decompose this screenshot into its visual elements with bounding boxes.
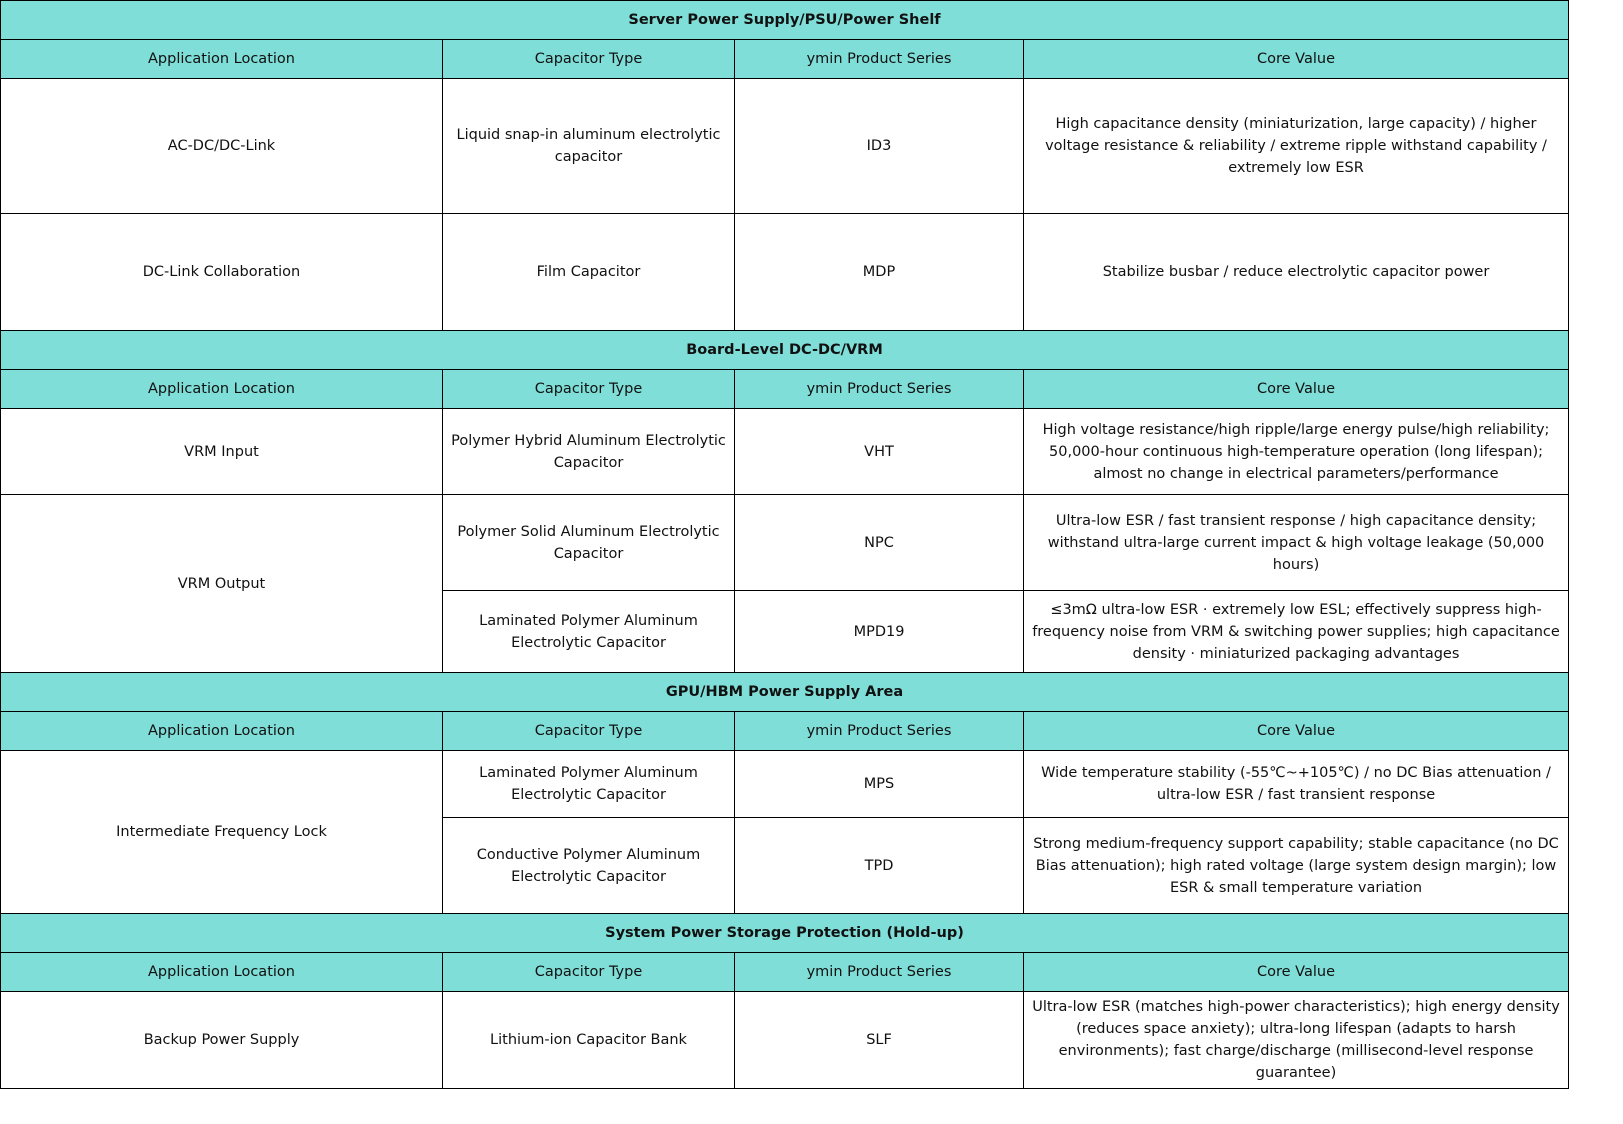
section-header-row xyxy=(1,331,1569,370)
column-header-core-value: Core Value xyxy=(1024,370,1569,409)
core-value-cell: High capacitance density (miniaturization, large capacity) / higher voltage resistance & reliability / extreme ripple withstand capability / extremely low ESR xyxy=(1024,79,1569,214)
core-value-cell: Stabilize busbar / reduce electrolytic capacitor power xyxy=(1024,214,1569,331)
column-header-capacitor-type: Capacitor Type xyxy=(443,953,735,992)
column-header-row xyxy=(1,40,1569,79)
product-series-cell: MPD19 xyxy=(735,591,1024,673)
capacitor-type-cell: Laminated Polymer Aluminum Electrolytic Capacitor xyxy=(443,591,735,673)
capacitor-type-cell: Liquid snap-in aluminum electrolytic capacitor xyxy=(443,79,735,214)
column-header-application-location: Application Location xyxy=(1,712,443,751)
column-header-core-value: Core Value xyxy=(1024,712,1569,751)
core-value-cell: Ultra-low ESR / fast transient response / high capacitance density; withstand ultra-large current impact & high voltage leakage (50,000 hours) xyxy=(1024,495,1569,591)
section-title: GPU/HBM Power Supply Area xyxy=(1,673,1569,712)
column-header-row xyxy=(1,712,1569,751)
column-header-row xyxy=(1,370,1569,409)
application-location-cell: VRM Output xyxy=(1,495,443,673)
column-header-application-location: Application Location xyxy=(1,953,443,992)
column-header-product-series: ymin Product Series xyxy=(735,40,1024,79)
section-title: Board-Level DC-DC/VRM xyxy=(1,331,1569,370)
product-series-cell: ID3 xyxy=(735,79,1024,214)
core-value-cell: Strong medium-frequency support capability; stable capacitance (no DC Bias attenuation); high rated voltage (large system design margin); low ESR & small temperature variation xyxy=(1024,818,1569,914)
product-series-cell: MDP xyxy=(735,214,1024,331)
application-location-cell: DC-Link Collaboration xyxy=(1,214,443,331)
table-row xyxy=(1,495,1569,591)
capacitor-type-cell: Polymer Hybrid Aluminum Electrolytic Capacitor xyxy=(443,409,735,495)
column-header-product-series: ymin Product Series xyxy=(735,712,1024,751)
capacitor-type-cell: Polymer Solid Aluminum Electrolytic Capacitor xyxy=(443,495,735,591)
column-header-capacitor-type: Capacitor Type xyxy=(443,40,735,79)
column-header-product-series: ymin Product Series xyxy=(735,953,1024,992)
section-header-row xyxy=(1,914,1569,953)
column-header-core-value: Core Value xyxy=(1024,40,1569,79)
column-header-application-location: Application Location xyxy=(1,40,443,79)
product-series-cell: NPC xyxy=(735,495,1024,591)
product-series-cell: SLF xyxy=(735,992,1024,1089)
section-title: Server Power Supply/PSU/Power Shelf xyxy=(1,1,1569,40)
application-location-cell: VRM Input xyxy=(1,409,443,495)
capacitor-type-cell: Conductive Polymer Aluminum Electrolytic Capacitor xyxy=(443,818,735,914)
product-series-cell: MPS xyxy=(735,751,1024,818)
core-value-cell: Ultra-low ESR (matches high-power characteristics); high energy density (reduces space anxiety); ultra-long lifespan (adapts to harsh environments); fast charge/discharge (millisecond-level response guarantee) xyxy=(1024,992,1569,1089)
product-series-cell: TPD xyxy=(735,818,1024,914)
application-location-cell: Intermediate Frequency Lock xyxy=(1,751,443,914)
table-row xyxy=(1,79,1569,214)
application-location-cell: AC-DC/DC-Link xyxy=(1,79,443,214)
column-header-row xyxy=(1,953,1569,992)
section-header-row xyxy=(1,673,1569,712)
core-value-cell: Wide temperature stability (-55℃~+105℃) / no DC Bias attenuation / ultra-low ESR / fast transient response xyxy=(1024,751,1569,818)
application-location-cell: Backup Power Supply xyxy=(1,992,443,1089)
capacitor-type-cell: Laminated Polymer Aluminum Electrolytic Capacitor xyxy=(443,751,735,818)
table-row xyxy=(1,992,1569,1089)
capacitor-type-cell: Lithium-ion Capacitor Bank xyxy=(443,992,735,1089)
column-header-capacitor-type: Capacitor Type xyxy=(443,712,735,751)
section-title: System Power Storage Protection (Hold-up) xyxy=(1,914,1569,953)
column-header-core-value: Core Value xyxy=(1024,953,1569,992)
product-series-cell: VHT xyxy=(735,409,1024,495)
section-header-row xyxy=(1,1,1569,40)
column-header-capacitor-type: Capacitor Type xyxy=(443,370,735,409)
table-row xyxy=(1,751,1569,818)
core-value-cell: High voltage resistance/high ripple/large energy pulse/high reliability; 50,000-hour continuous high-temperature operation (long lifespan); almost no change in electrical parameters/performance xyxy=(1024,409,1569,495)
core-value-cell: ≤3mΩ ultra-low ESR · extremely low ESL; effectively suppress high-frequency noise from VRM & switching power supplies; high capacitance density · miniaturized packaging advantages xyxy=(1024,591,1569,673)
table-row xyxy=(1,214,1569,331)
capacitor-type-cell: Film Capacitor xyxy=(443,214,735,331)
column-header-product-series: ymin Product Series xyxy=(735,370,1024,409)
table-row xyxy=(1,409,1569,495)
column-header-application-location: Application Location xyxy=(1,370,443,409)
